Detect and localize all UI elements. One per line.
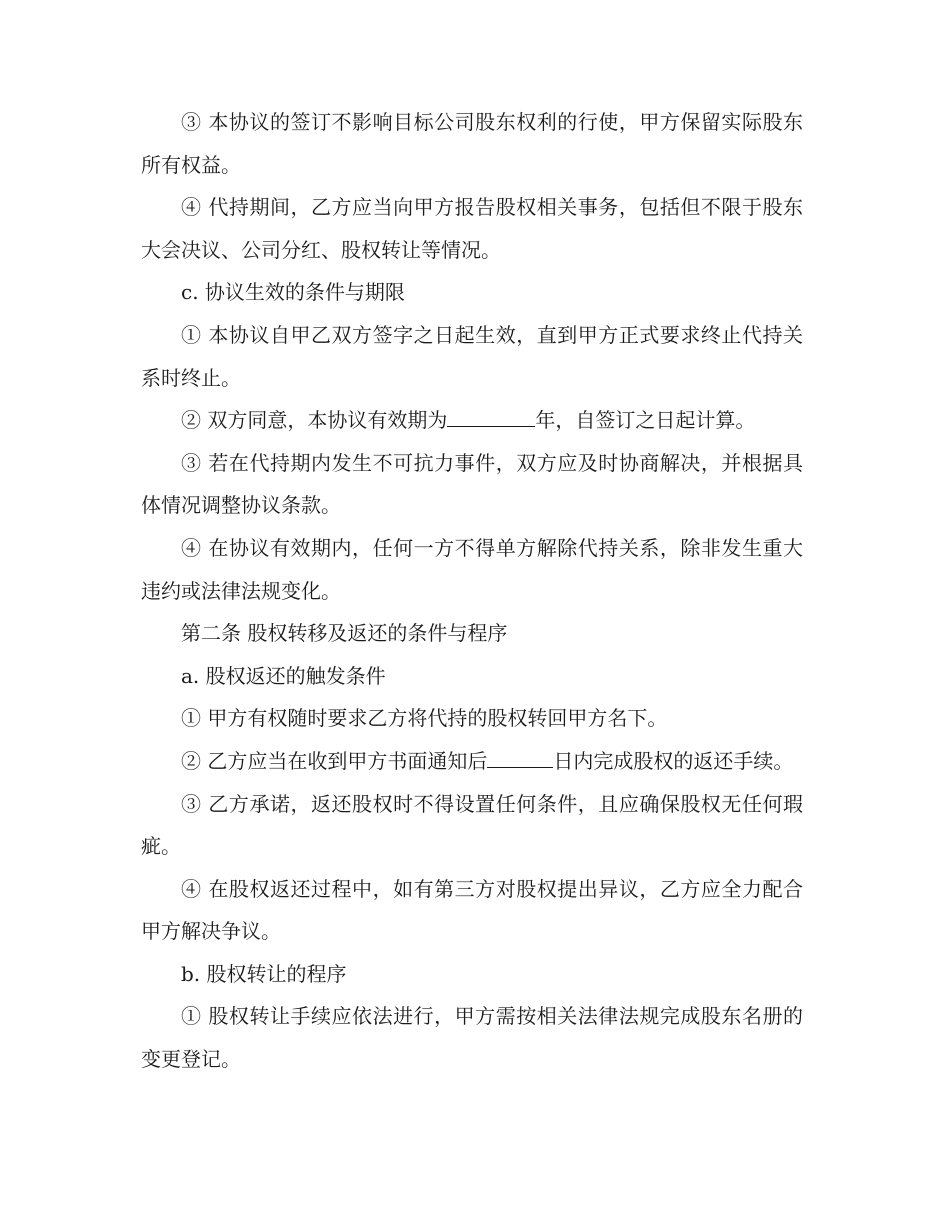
paragraph-return-right: ① 甲方有权随时要求乙方将代持的股权转回甲方名下。 xyxy=(181,706,668,731)
validity-years-blank xyxy=(447,405,535,427)
section-heading-effectiveness: c. 协议生效的条件与期限 xyxy=(181,280,405,305)
return-text-before: ② 乙方应当在收到甲方书面通知后 xyxy=(181,748,488,773)
validity-text-before: ② 双方同意，本协议有效期为 xyxy=(181,408,448,433)
return-days-blank xyxy=(487,746,553,768)
paragraph-transfer-registration: ① 股权转让手续应依法进行，甲方需按相关法律法规完成股东名册的变更登记。 xyxy=(141,1004,803,1072)
paragraph-effective-date: ① 本协议自甲乙双方签字之日起生效，直到甲方正式要求终止代持关系时终止。 xyxy=(141,322,803,390)
paragraph-reporting-duty: ④ 代持期间，乙方应当向甲方报告股权相关事务，包括但不限于股东大会决议、公司分红、股权转让等情况。 xyxy=(141,195,803,262)
section-heading-transfer-procedure: b. 股权转让的程序 xyxy=(181,961,347,986)
paragraph-unconditional-return: ③ 乙方承诺，返还股权时不得设置任何条件，且应确保股权无任何瑕疵。 xyxy=(141,791,803,859)
paragraph-validity-period xyxy=(141,399,803,442)
paragraph-rights-reserved: ③ 本协议的签订不影响目标公司股东权利的行使，甲方保留实际股东所有权益。 xyxy=(141,110,803,177)
article-heading-two: 第二条 股权转移及返还的条件与程序 xyxy=(181,621,508,646)
paragraph-force-majeure: ③ 若在代持期内发生不可抗力事件，双方应及时协商解决，并根据具体情况调整协议条款。 xyxy=(141,450,803,518)
document-body xyxy=(141,101,803,1081)
paragraph-third-party-dispute: ④ 在股权返还过程中，如有第三方对股权提出异议，乙方应全力配合甲方解决争议。 xyxy=(141,876,803,944)
section-heading-return-triggers: a. 股权返还的触发条件 xyxy=(181,663,386,688)
paragraph-return-deadline xyxy=(141,740,803,783)
return-text-after: 日内完成股权的返还手续。 xyxy=(553,748,794,773)
validity-text-after: 年，自签订之日起计算。 xyxy=(535,408,756,433)
paragraph-no-unilateral-termination: ④ 在协议有效期内，任何一方不得单方解除代持关系，除非发生重大违约或法律法规变化。 xyxy=(141,535,803,603)
